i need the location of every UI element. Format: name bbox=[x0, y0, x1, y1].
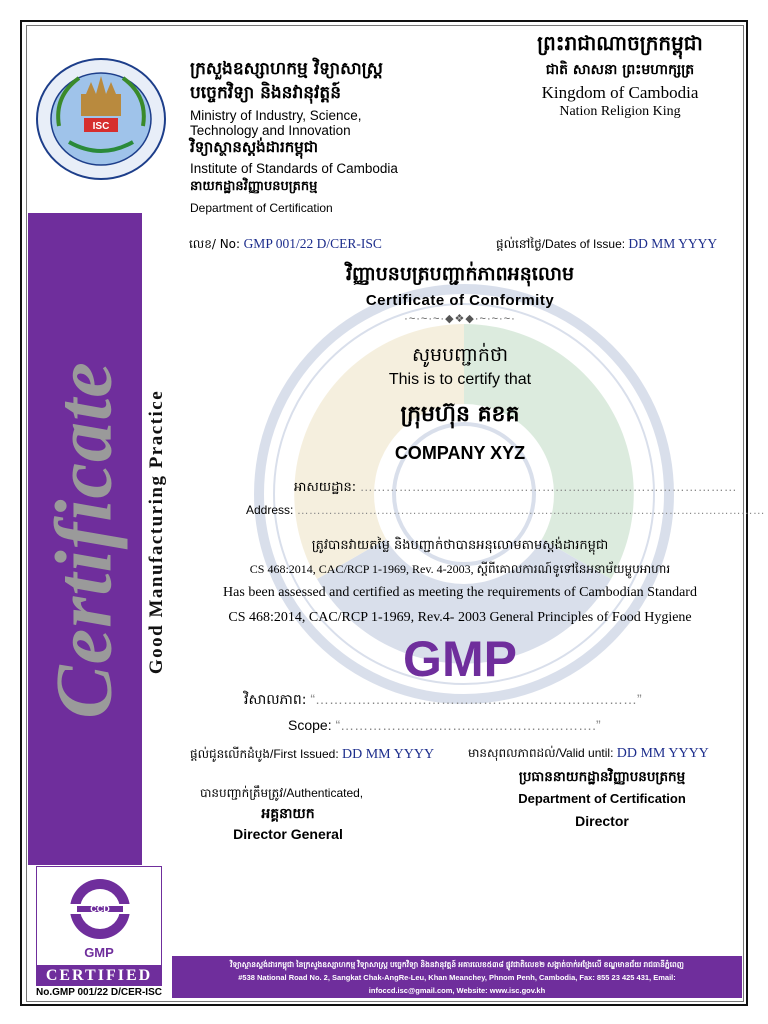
address-en-label: Address: bbox=[246, 503, 294, 517]
motto-km: ជាតិ សាសនា ព្រះមហាក្សត្រ bbox=[545, 62, 695, 78]
title-en: Certificate of Conformity bbox=[365, 292, 555, 309]
issue-date-row bbox=[496, 236, 717, 254]
number-label: លេខ/ No: bbox=[189, 237, 241, 251]
badge-gmp-label: GMP bbox=[84, 945, 114, 960]
director-general-km: អគ្គនាយក bbox=[261, 806, 315, 822]
ministry-en-line1: Ministry of Industry, Science, bbox=[190, 108, 362, 123]
certify-km: សូមបញ្ជាក់ថា bbox=[411, 344, 509, 366]
scope-km-label: វិសាលភាព: bbox=[244, 692, 307, 708]
address-km-label: អាសយដ្ឋាន: bbox=[294, 480, 357, 495]
first-issued-label: ផ្តល់ជូនលើកដំបូង/First Issued: bbox=[190, 747, 339, 761]
address-en-row: Address: ……………………………………………………………………………………………………… bbox=[246, 503, 765, 517]
title-km: វិញ្ញាបនបត្របញ្ជាក់ភាពអនុលោម bbox=[345, 263, 575, 285]
dept-certification-en: Department of Certification bbox=[518, 791, 686, 806]
standard-km-line: CS 468:2014, CAC/RCP 1-1969, Rev. 4-2003, ស្តីពីគោលការណ៍ទូទៅនៃអនាម័យម្ហូបអាហារ bbox=[249, 562, 671, 576]
valid-until-row bbox=[468, 745, 709, 763]
department-en: Department of Certification bbox=[190, 201, 333, 215]
ministry-km-line2: បច្ចេកវិទ្យា និងនវានុវត្តន៍ bbox=[190, 83, 342, 103]
certify-en: This is to certify that bbox=[388, 371, 532, 388]
footer-line-en: #538 National Road No. 2, Sangkat Chak-AngRe-Leu, Khan Meanchey, Phnom Penh, Cambodia, Fax: 855 23 425 431, Email: bbox=[238, 973, 676, 982]
footer-line-km: វិទ្យាស្ថានស្តង់ដារកម្ពុជា នៃក្រសួងឧស្សាហកម្ម វិទ្យាសាស្ត្រ បច្ចេកវិទ្យា និងនវានុវត្តន៍ អគារលេខ៥៣៨ ផ្លូវជាតិលេខ២ សង្កាត់ចាក់អង្រែលើ ខណ្ឌមានជ័យ រាជធានីភ្នំពេញ bbox=[230, 960, 684, 969]
institute-en: Institute of Standards of Cambodia bbox=[190, 161, 398, 176]
director-general-en: Director General bbox=[233, 826, 343, 842]
footer-line-contact: infoccd.isc@gmail.com, Website: www.isc.gov.kh bbox=[368, 986, 546, 995]
authenticated-label: បានបញ្ជាក់ត្រឹមត្រូវ/Authenticated, bbox=[200, 786, 364, 800]
scope-en-label: Scope: bbox=[288, 717, 332, 733]
address-km-row: អាសយដ្ឋាន: …………………………………………………………………………… bbox=[294, 479, 737, 495]
issue-date-value: DD MM YYYY bbox=[628, 236, 718, 251]
assessed-en: Has been assessed and certified as meeting the requirements of Cambodian Standard bbox=[223, 585, 697, 600]
department-km: នាយកដ្ឋានវិញ្ញាបនបត្រកម្ម bbox=[190, 179, 318, 194]
sidebar-certificate-word: Certificate bbox=[40, 361, 129, 719]
company-km: ក្រុមហ៊ុន គខគ bbox=[400, 402, 520, 427]
certificate-number-row bbox=[189, 236, 382, 254]
company-en: COMPANY XYZ bbox=[394, 443, 526, 463]
seal-center-label: ISC bbox=[92, 121, 110, 132]
assessed-km: ត្រូវបានវាយតម្លៃ និងបញ្ជាក់ថាបានអនុលោមតាមស្តង់ដារកម្ពុជា bbox=[311, 538, 609, 553]
dept-certification-km: ប្រធាននាយកដ្ឋានវិញ្ញាបនបត្រកម្ម bbox=[518, 769, 686, 785]
first-issued-row bbox=[190, 746, 434, 764]
scope-en-row: Scope: “……………………………………………….” bbox=[288, 717, 601, 733]
scope-km-row: វិសាលភាព: “……………………………………………………………” bbox=[244, 691, 642, 708]
number-value: GMP 001/22 D/CER-ISC bbox=[243, 236, 382, 251]
footer-address-bar bbox=[172, 956, 742, 998]
first-issued-value: DD MM YYYY bbox=[342, 747, 435, 762]
ccd-gmp-badge bbox=[36, 866, 162, 966]
valid-until-value: DD MM YYYY bbox=[616, 746, 709, 761]
ministry-km-line1: ក្រសួងឧស្សាហកម្ម វិទ្យាសាស្ត្រ bbox=[190, 59, 383, 79]
certified-strip: CERTIFIED bbox=[36, 966, 162, 986]
isc-seal bbox=[34, 56, 168, 182]
badge-certificate-number: No.GMP 001/22 D/CER-ISC bbox=[36, 987, 162, 998]
kingdom-km: ព្រះរាជាណាចក្រកម្ពុជា bbox=[537, 31, 703, 55]
standard-en-line: CS 468:2014, CAC/RCP 1-1969, Rev.4- 2003 General Principles of Food Hygiene bbox=[228, 610, 692, 625]
motto-en: Nation Religion King bbox=[559, 104, 681, 119]
ministry-en-line2: Technology and Innovation bbox=[190, 123, 351, 138]
director-title: Director bbox=[575, 813, 629, 829]
ccd-logo-text: CCD bbox=[90, 904, 110, 914]
kingdom-en: Kingdom of Cambodia bbox=[541, 83, 699, 102]
institute-km: វិទ្យាស្ថានស្តង់ដារកម្ពុជា bbox=[190, 138, 319, 156]
ornament-divider: ·~·~·~·◆❖◆·~·~·~· bbox=[404, 313, 516, 325]
issue-date-label: ផ្តល់នៅថ្ងៃ/Dates of Issue: bbox=[496, 237, 626, 251]
good-manufacturing-practice-vertical: Good Manufacturing Practice bbox=[146, 389, 167, 675]
gmp-title: GMP bbox=[403, 631, 517, 687]
valid-until-label: មានសុពលភាពដល់/Valid until: bbox=[468, 746, 614, 760]
